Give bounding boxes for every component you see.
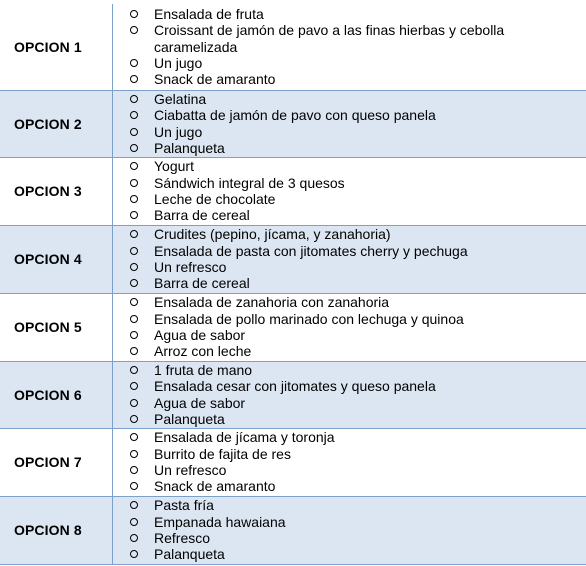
option-items-cell bbox=[113, 361, 586, 428]
option-row-6 bbox=[0, 361, 586, 428]
item-text: Un jugo bbox=[154, 54, 203, 71]
list-item bbox=[113, 378, 586, 394]
item-text: 1 fruta de mano bbox=[154, 361, 253, 378]
item-text: Agua de sabor bbox=[154, 327, 246, 343]
bullet-circle-icon bbox=[130, 247, 138, 255]
bullet-circle-icon bbox=[130, 230, 138, 238]
option-row-2 bbox=[0, 90, 586, 157]
bullet-circle-icon bbox=[130, 482, 138, 490]
list-item bbox=[113, 243, 586, 259]
option-row-8 bbox=[0, 496, 586, 564]
option-label-cell bbox=[0, 90, 113, 157]
bullet-circle-icon bbox=[130, 144, 138, 152]
item-text: Ensalada de zanahoria con zanahoria bbox=[154, 294, 390, 311]
list-item bbox=[113, 71, 586, 87]
option-items-cell bbox=[113, 157, 586, 225]
item-text: Refresco bbox=[154, 530, 211, 546]
list-item bbox=[113, 411, 586, 427]
item-text: Ensalada de pollo marinado con lechuga y quinoa bbox=[154, 310, 464, 327]
list-item bbox=[113, 462, 586, 478]
option-label: OPCION 7 bbox=[14, 454, 82, 470]
bullet-circle-icon bbox=[130, 433, 138, 441]
bullet-circle-icon bbox=[130, 550, 138, 558]
list-item bbox=[113, 175, 586, 191]
bullet-circle-icon bbox=[130, 95, 138, 103]
item-text: Gelatina bbox=[154, 90, 207, 107]
option-label: OPCION 2 bbox=[14, 115, 82, 132]
item-text: Ensalada de pasta con jitomates cherry y pechuga bbox=[154, 242, 468, 259]
option-items-cell bbox=[113, 4, 586, 90]
item-text: Palanqueta bbox=[154, 139, 225, 156]
list-item bbox=[113, 327, 586, 343]
option-label-cell bbox=[0, 4, 113, 90]
item-text: Barra de cereal bbox=[154, 207, 250, 224]
option-items-cell bbox=[113, 225, 586, 293]
item-text: Un refresco bbox=[154, 259, 227, 275]
item-list bbox=[113, 91, 586, 157]
item-list bbox=[113, 497, 586, 563]
list-item bbox=[113, 124, 586, 140]
item-text: Ensalada de jícama y toronja bbox=[154, 429, 335, 446]
bullet-circle-icon bbox=[130, 128, 138, 136]
bullet-circle-icon bbox=[130, 263, 138, 271]
item-text: Agua de sabor bbox=[154, 394, 246, 411]
option-row-1 bbox=[0, 4, 586, 90]
list-item bbox=[113, 429, 586, 445]
list-item bbox=[113, 91, 586, 107]
bullet-circle-icon bbox=[130, 366, 138, 374]
list-item bbox=[113, 311, 586, 327]
option-label-cell bbox=[0, 361, 113, 428]
bullet-circle-icon bbox=[130, 399, 138, 407]
bullet-circle-icon bbox=[130, 195, 138, 203]
list-item bbox=[113, 55, 586, 71]
option-label-cell bbox=[0, 157, 113, 225]
option-label: OPCION 4 bbox=[14, 251, 82, 267]
bullet-circle-icon bbox=[130, 466, 138, 474]
item-text: Ensalada cesar con jitomates y queso panela bbox=[154, 378, 436, 395]
item-text: Un jugo bbox=[154, 123, 203, 140]
bullet-circle-icon bbox=[130, 382, 138, 390]
item-text: Palanqueta bbox=[154, 546, 225, 563]
item-text: Un refresco bbox=[154, 462, 227, 478]
menu-options-table bbox=[0, 4, 586, 565]
item-text: Arroz con leche bbox=[154, 343, 252, 360]
bullet-circle-icon bbox=[130, 75, 138, 83]
item-text: Pasta fría bbox=[154, 497, 214, 514]
item-list bbox=[113, 429, 586, 495]
option-row-7 bbox=[0, 428, 586, 496]
item-text: Croissant de jamón de pavo a las finas hierbas y cebolla caramelizada bbox=[154, 22, 505, 55]
option-label-cell bbox=[0, 293, 113, 361]
option-label-cell bbox=[0, 496, 113, 564]
item-text: Palanqueta bbox=[154, 410, 225, 427]
list-item bbox=[113, 275, 586, 291]
item-text: Empanada hawaiana bbox=[154, 513, 286, 530]
item-text: Sándwich integral de 3 quesos bbox=[154, 174, 345, 191]
list-item bbox=[113, 362, 586, 378]
list-item bbox=[113, 22, 586, 55]
bullet-circle-icon bbox=[130, 331, 138, 339]
list-item bbox=[113, 191, 586, 207]
item-text: Leche de chocolate bbox=[154, 191, 276, 207]
item-text: Yogurt bbox=[154, 158, 194, 175]
item-list bbox=[113, 362, 586, 428]
list-item bbox=[113, 6, 586, 22]
list-item bbox=[113, 226, 586, 242]
item-list bbox=[113, 6, 586, 88]
bullet-circle-icon bbox=[130, 162, 138, 170]
item-list bbox=[113, 294, 586, 360]
option-label-cell bbox=[0, 225, 113, 293]
bullet-circle-icon bbox=[130, 415, 138, 423]
bullet-circle-icon bbox=[130, 518, 138, 526]
bullet-circle-icon bbox=[130, 59, 138, 67]
bullet-circle-icon bbox=[130, 501, 138, 509]
option-label: OPCION 6 bbox=[14, 386, 82, 403]
option-row-4 bbox=[0, 225, 586, 293]
option-label: OPCION 8 bbox=[14, 522, 82, 538]
item-text: Snack de amaranto bbox=[154, 71, 276, 88]
bullet-circle-icon bbox=[130, 347, 138, 355]
bullet-circle-icon bbox=[130, 179, 138, 187]
bullet-circle-icon bbox=[130, 298, 138, 306]
list-item bbox=[113, 158, 586, 174]
bullet-circle-icon bbox=[130, 279, 138, 287]
list-item bbox=[113, 546, 586, 562]
option-label: OPCION 3 bbox=[14, 183, 82, 199]
item-text: Snack de amaranto bbox=[154, 478, 276, 495]
list-item bbox=[113, 140, 586, 156]
list-item bbox=[113, 478, 586, 494]
option-label: OPCION 5 bbox=[14, 319, 82, 335]
list-item bbox=[113, 259, 586, 275]
option-items-cell bbox=[113, 428, 586, 496]
bullet-circle-icon bbox=[130, 211, 138, 219]
bullet-circle-icon bbox=[130, 26, 138, 34]
option-items-cell bbox=[113, 496, 586, 564]
option-row-5 bbox=[0, 293, 586, 361]
bullet-circle-icon bbox=[130, 10, 138, 18]
list-item bbox=[113, 530, 586, 546]
option-items-cell bbox=[113, 293, 586, 361]
bullet-circle-icon bbox=[130, 315, 138, 323]
item-text: Barra de cereal bbox=[154, 275, 250, 292]
option-row-3 bbox=[0, 157, 586, 225]
item-list bbox=[113, 158, 586, 224]
list-item bbox=[113, 514, 586, 530]
option-label: OPCION 1 bbox=[14, 38, 82, 55]
bullet-circle-icon bbox=[130, 111, 138, 119]
item-text: Ensalada de fruta bbox=[154, 5, 264, 22]
item-list bbox=[113, 226, 586, 292]
item-text: Crudites (pepino, jícama, y zanahoria) bbox=[154, 226, 391, 243]
option-label-cell bbox=[0, 428, 113, 496]
list-item bbox=[113, 497, 586, 513]
list-item bbox=[113, 446, 586, 462]
bullet-circle-icon bbox=[130, 450, 138, 458]
item-text: Burrito de fajita de res bbox=[154, 445, 291, 462]
list-item bbox=[113, 343, 586, 359]
item-text: Ciabatta de jamón de pavo con queso panela bbox=[154, 107, 436, 124]
option-items-cell bbox=[113, 90, 586, 157]
list-item bbox=[113, 207, 586, 223]
list-item bbox=[113, 395, 586, 411]
list-item bbox=[113, 294, 586, 310]
list-item bbox=[113, 107, 586, 123]
bullet-circle-icon bbox=[130, 534, 138, 542]
